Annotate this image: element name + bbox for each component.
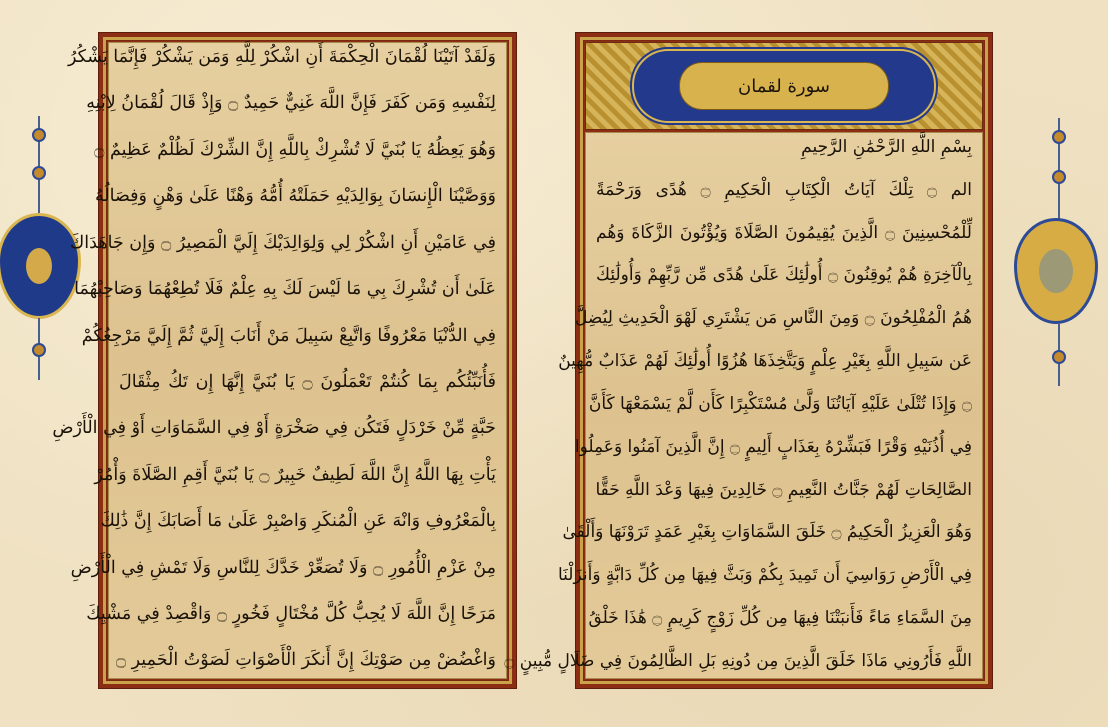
left-text-lines (52, 47, 496, 671)
text-line: اللَّهِ فَأَرُونِي مَاذَا خَلَقَ الَّذِينَ مِن دُونِهِ بَلِ الظَّالِمُونَ فِي ضَلَالٍ مُّبِينٍ ۝ (504, 650, 972, 671)
text-line: مِنْ عَزْمِ الْأُمُورِ ۝ وَلَا تُصَعِّرْ خَدَّكَ لِلنَّاسِ وَلَا تَمْشِ فِي الْأَرْضِ (70, 557, 496, 578)
text-line: الصَّالِحَاتِ لَهُمْ جَنَّاتُ النَّعِيمِ ۝ خَالِدِينَ فِيهَا وَعْدَ اللَّهِ حَقًّا (595, 479, 972, 500)
text-line: فَأُنَبِّئُكُم بِمَا كُنتُمْ تَعْمَلُونَ ۝ يَا بُنَيَّ إِنَّهَا إِن تَكُ مِثْقَالَ (119, 371, 496, 392)
text-line: يَأْتِ بِهَا اللَّهُ إِنَّ اللَّهَ لَطِيفٌ خَبِيرٌ ۝ يَا بُنَيَّ أَقِمِ الصَّلَاةَ وَأْمُرْ (94, 464, 496, 485)
cartouche-center (680, 63, 888, 109)
text-line: فِي الدُّنْيَا مَعْرُوفًا وَاتَّبِعْ سَبِيلَ مَنْ أَنَابَ إِلَيَّ ثُمَّ إِلَيَّ مَرْجِعُكُمْ (81, 325, 496, 346)
text-line: حَبَّةٍ مِّنْ خَرْدَلٍ فَتَكُن فِي صَخْرَةٍ أَوْ فِي السَّمَاوَاتِ أَوْ فِي الْأَرْضِ (52, 418, 496, 439)
bud-ornament-icon (1054, 172, 1064, 182)
left-manuscript-page (52, 33, 516, 688)
text-line: عَن سَبِيلِ اللَّهِ بِغَيْرِ عِلْمٍ وَيَتَّخِذَهَا هُزُوًا أُولَٰئِكَ لَهُمْ عَذَابٌ مُّهِينٌ (558, 351, 972, 372)
text-line: وَاغْضُضْ مِن صَوْتِكَ إِنَّ أَنكَرَ الْأَصْوَاتِ لَصَوْتُ الْحَمِيرِ ۝ (115, 650, 496, 671)
surah-cartouche (634, 51, 934, 121)
text-line: عَلَىٰ أَن تُشْرِكَ بِي مَا لَيْسَ لَكَ بِهِ عِلْمٌ فَلَا تُطِعْهُمَا وَصَاحِبْهُمَا (74, 279, 496, 300)
text-line: فِي الْأَرْضِ رَوَاسِيَ أَن تَمِيدَ بِكُمْ وَبَثَّ فِيهَا مِن كُلِّ دَابَّةٍ وَأَنزَلْنَا (558, 565, 972, 586)
text-line: لِّلْمُحْسِنِينَ ۝ الَّذِينَ يُقِيمُونَ الصَّلَاةَ وَيُؤْتُونَ الزَّكَاةَ وَهُم (596, 222, 972, 243)
bud-ornament-icon (34, 345, 44, 355)
text-line: ۝ وَإِذَا تُتْلَىٰ عَلَيْهِ آيَاتُنَا وَلَّىٰ مُسْتَكْبِرًا كَأَن لَّمْ يَسْمَعْهَا كَأَنَّ (588, 393, 972, 414)
right-manuscript-page (504, 33, 992, 688)
text-line: مِنَ السَّمَاءِ مَاءً فَأَنبَتْنَا فِيهَا مِن كُلِّ زَوْجٍ كَرِيمٍ ۝ هَٰذَا خَلْقُ (588, 608, 972, 629)
right-text-lines (504, 137, 973, 671)
left-text-panel (52, 42, 507, 679)
text-line: بِالْمَعْرُوفِ وَانْهَ عَنِ الْمُنكَرِ وَاصْبِرْ عَلَىٰ مَا أَصَابَكَ إِنَّ ذَٰلِكَ (100, 511, 496, 532)
text-line: بِالْآخِرَةِ هُمْ يُوقِنُونَ ۝ أُولَٰئِكَ عَلَىٰ هُدًى مِّن رَّبِّهِمْ وَأُولَٰئِكَ (596, 265, 973, 286)
text-line: فِي أُذُنَيْهِ وَقْرًا فَبَشِّرْهُ بِعَذَابٍ أَلِيمٍ ۝ إِنَّ الَّذِينَ آمَنُوا وَعَمِلُوا (574, 436, 972, 457)
illuminated-header (585, 42, 983, 130)
basmala-line: بِسْمِ اللَّهِ الرَّحْمَٰنِ الرَّحِيمِ (801, 137, 972, 157)
bud-ornament-icon (34, 130, 44, 140)
text-line: وَوَصَّيْنَا الْإِنسَانَ بِوَالِدَيْهِ حَمَلَتْهُ أُمُّهُ وَهْنًا عَلَىٰ وَهْنٍ وَفِصَالُهُ (94, 186, 496, 207)
bud-ornament-icon (1054, 352, 1064, 362)
text-line: وَهُوَ الْعَزِيزُ الْحَكِيمُ ۝ خَلَقَ السَّمَاوَاتِ بِغَيْرِ عَمَدٍ تَرَوْنَهَا وَأَلْقَىٰ (562, 522, 972, 543)
bud-ornament-icon (34, 168, 44, 178)
text-line: وَلَقَدْ آتَيْنَا لُقْمَانَ الْحِكْمَةَ أَنِ اشْكُرْ لِلَّهِ وَمَن يَشْكُرْ فَإِنَّمَا يَشْكُرُ (67, 47, 496, 67)
text-line: وَهُوَ يَعِظُهُ يَا بُنَيَّ لَا تُشْرِكْ بِاللَّهِ إِنَّ الشِّرْكَ لَظُلْمٌ عَظِيمٌ ۝ (94, 139, 496, 160)
text-line: هُمُ الْمُفْلِحُونَ ۝ وَمِنَ النَّاسِ مَن يَشْتَرِي لَهْوَ الْحَدِيثِ لِيُضِلَّ (574, 308, 972, 329)
text-line: مَرَحًا إِنَّ اللَّهَ لَا يُحِبُّ كُلَّ مُخْتَالٍ فَخُورٍ ۝ وَاقْصِدْ فِي مَشْيِكَ (86, 604, 496, 625)
right-text-panel (504, 132, 983, 679)
text-line: لِنَفْسِهِ وَمَن كَفَرَ فَإِنَّ اللَّهَ غَنِيٌّ حَمِيدٌ ۝ وَإِذْ قَالَ لُقْمَانُ لِابْنِهِ (86, 93, 496, 114)
bud-ornament-icon (1054, 132, 1064, 142)
surah-title: سورة لقمان (738, 75, 830, 97)
text-line: الم ۝ تِلْكَ آيَاتُ الْكِتَابِ الْحَكِيمِ ۝ هُدًى وَرَحْمَةً (596, 179, 972, 200)
text-line: فِي عَامَيْنِ أَنِ اشْكُرْ لِي وَلِوَالِدَيْكَ إِلَيَّ الْمَصِيرُ ۝ وَإِن جَاهَدَاكَ (69, 232, 496, 253)
